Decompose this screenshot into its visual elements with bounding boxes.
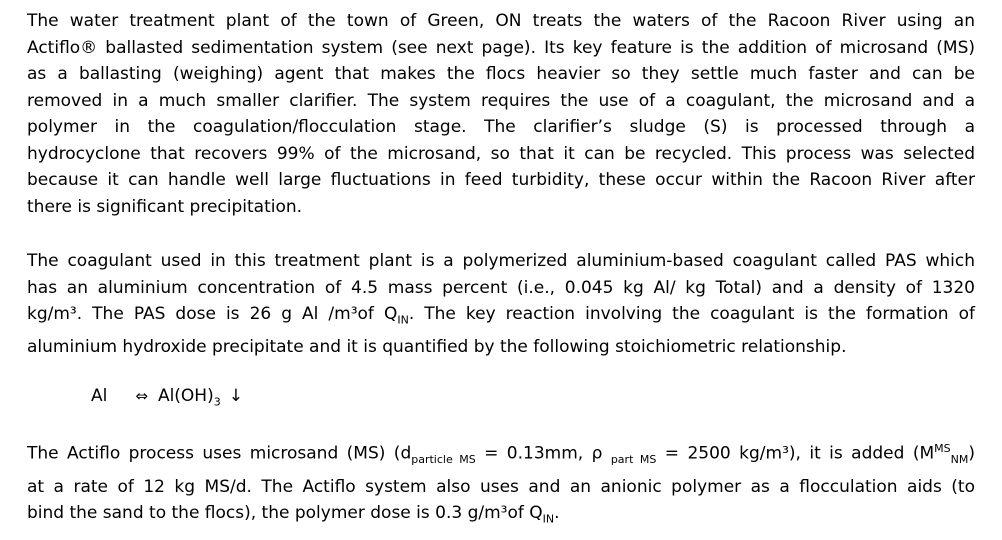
text-line-pas-dose: [27, 301, 975, 334]
text-line: at a rate of 12 kg MS/d. The Actiflo system also uses and an anionic polymer as a flocculation aids (to: [27, 476, 975, 497]
text-line: aluminium hydroxide precipitate and it is quantified by the following stoichiometric relationship.: [27, 336, 847, 357]
text-line: as a ballasting (weighing) agent that makes the flocs heavier so they settle much faster and can be: [27, 64, 975, 84]
equation-reactant: Al: [91, 386, 108, 406]
paragraph-actiflo-intro: [27, 8, 975, 220]
q-in-subscript: IN: [397, 313, 409, 327]
text-fragment: .: [554, 503, 560, 524]
stoichiometric-equation: [91, 383, 243, 415]
pas-dose-tail: . The key reaction involving the coagulant is the formation of: [408, 304, 975, 324]
equation-product-subscript: 3: [213, 395, 221, 409]
paragraph-coagulant: [27, 248, 975, 360]
text-line: there is significant precipitation.: [27, 196, 303, 217]
text-line: The water treatment plant of the town of Green, ON treats the waters of the Racoon River using an: [27, 11, 975, 31]
m-superscript: MS: [934, 442, 951, 455]
text-line-polymer-dose: [27, 500, 975, 533]
text-line: Actiflo® ballasted sedimentation system (see next page). Its key feature is the addition of microsand (MS): [27, 37, 975, 58]
m-subscript: NM: [950, 453, 969, 467]
q-in-subscript: IN: [542, 512, 555, 526]
pas-dose-text: kg/m³. The PAS dose is 26 g Al /m³of Q: [27, 304, 398, 324]
text-line: polymer in the coagulation/flocculation stage. The clarifier’s sludge (S) is processed through a: [27, 117, 975, 137]
precipitate-down-arrow-icon: ↓: [228, 386, 243, 406]
text-line-microsand: [27, 436, 975, 474]
text-line: The coagulant used in this treatment plant is a polymerized aluminium-based coagulant called PAS which: [27, 251, 975, 271]
text-line: because it can handle well large fluctuations in feed turbidity, these occur within the Racoon River after: [27, 170, 975, 190]
paragraph-microsand: [27, 436, 975, 533]
text-fragment: ): [968, 443, 975, 464]
d-particle-subscript: particle MS: [411, 453, 476, 467]
text-line: has an aluminium concentration of 4.5 mass percent (i.e., 0.045 kg Al/ kg Total) and a density of 1320: [27, 277, 975, 298]
text-fragment: = 0.13mm, ρ: [475, 443, 611, 464]
text-fragment: = 2500 kg/m³), it is added (M: [656, 443, 935, 464]
text-fragment: bind the sand to the flocs), the polymer dose is 0.3 g/m³of Q: [27, 503, 543, 524]
equilibrium-arrow-icon: ⇔: [135, 387, 148, 405]
rho-subscript: part MS: [610, 453, 657, 467]
text-line: removed in a much smaller clarifier. The system requires the use of a coagulant, the microsand and a: [27, 90, 975, 111]
text-line: hydrocyclone that recovers 99% of the microsand, so that it can be recycled. This process was selected: [27, 143, 975, 164]
text-fragment: The Actiflo process uses microsand (MS) (d: [27, 443, 412, 464]
equation-product: Al(OH): [157, 386, 214, 406]
